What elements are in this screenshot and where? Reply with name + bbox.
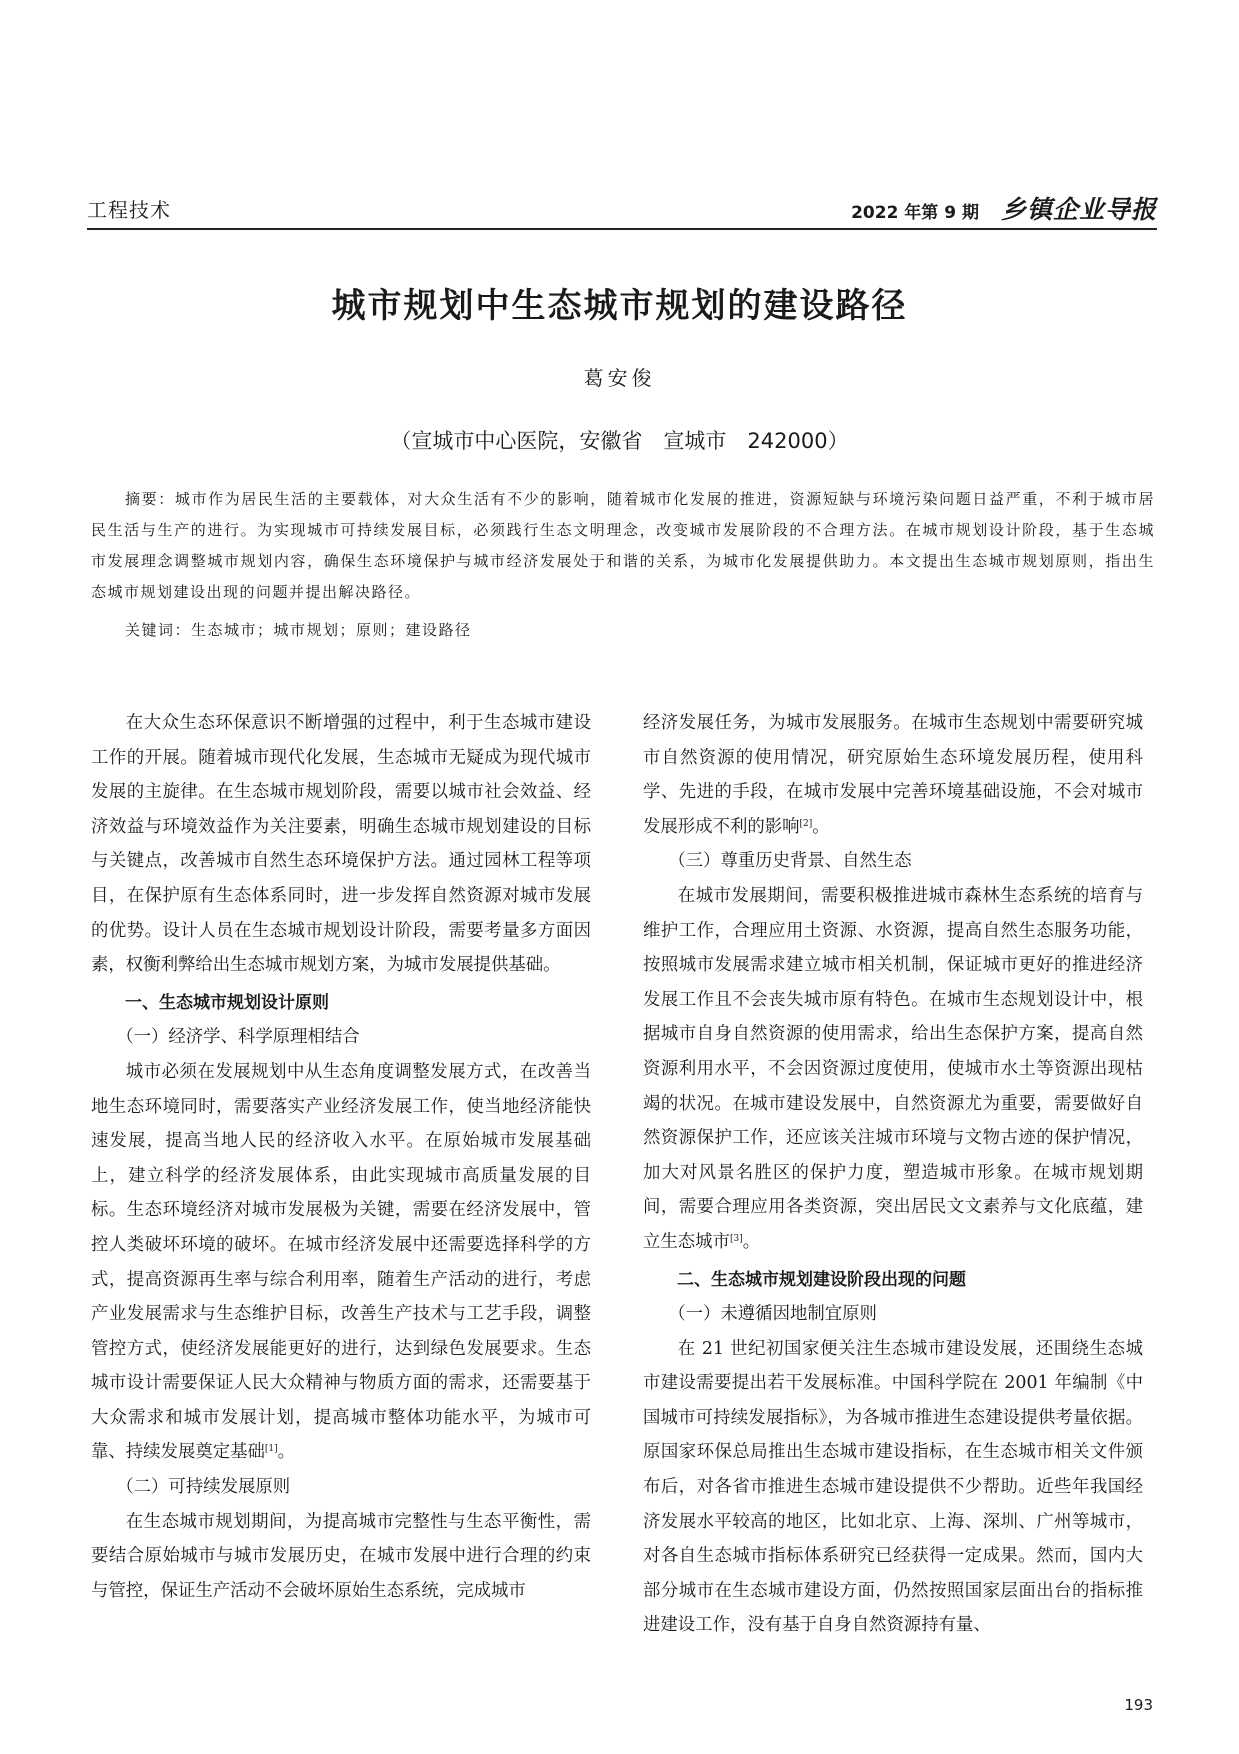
paragraph-end: 。 <box>742 1231 761 1252</box>
citation: [3] <box>729 1233 743 1244</box>
subsection-heading: （一）经济学、科学原理相结合 <box>116 1027 360 1048</box>
paragraph-text: 城市必须在发展规划中从生态角度调整发展方式，在改善当地生态环境同时，需要落实产业经济发展工作，使当地经济能快速发展，提高当地人民的经济收入水平。在原始城市发展基础上，建立科学的经济发展体系，由此实现城市高质量发展的目标。生态环境经济对城市发展极为关键，需要在经济发展中，管控人类破坏环境的破坏。在城市经济发展中还需要选择科学的方式，提高资源再生率与综合利用率，随着生产活动的进行，考虑产业发展需求与生态维护目标，改善生产技术与工艺手段，调整管控方式，使经济发展能更好的进行，达到绿色发展要求。生态城市设计需要保证人民大众精神与物质方面的需求，还需要基于大众需求和城市发展计划，提高城市整体功能水平，为城市可靠、持续发展奠定基础 <box>91 1061 591 1463</box>
paragraph <box>91 1055 591 1470</box>
article-affiliation: （宣城市中心医院，安徽省 宣城市 242000） <box>390 429 849 453</box>
section-label: 工程技术 <box>87 198 171 222</box>
citation: [2] <box>799 818 813 829</box>
journal-name: 乡镇企业导报 <box>1000 195 1157 224</box>
left-column <box>91 706 591 1608</box>
abstract: 摘要：城市作为居民生活的主要载体，对大众生活有不少的影响，随着城市化发展的推进，资源短缺与环境污染问题日益严重，不利于城市居民生活与生产的进行。为实现城市可持续发展目标，必须践行生态文明理念，改变城市发展阶段的不合理方法。在城市规划设计阶段，基于生态城市发展理念调整城市规划内容，确保生态环境保护与城市经济发展处于和谐的关系，为城市化发展提供助力。本文提出生态城市规划原则，指出生态城市规划建设出现的问题并提出解决路径。 <box>91 490 1155 601</box>
citation: [1] <box>264 1444 278 1455</box>
journal-header <box>851 190 1157 226</box>
article-author: 葛安俊 <box>583 366 656 390</box>
subsection-heading: （一）未遵循因地制宜原则 <box>668 1304 877 1325</box>
section-heading: 一、生态城市规划设计原则 <box>125 992 329 1013</box>
article-title: 城市规划中生态城市规划的建设路径 <box>331 286 908 326</box>
subsection-heading: （三）尊重历史背景、自然生态 <box>668 851 912 872</box>
paragraph-end: 。 <box>812 816 830 837</box>
header-divider <box>87 228 1157 230</box>
section-heading: 二、生态城市规划建设阶段出现的问题 <box>677 1269 966 1290</box>
paragraph: 在 21 世纪初国家便关注生态城市建设发展，还围绕生态城市建设需要提出若干发展标准。中国科学院在 2001 年编制《中国城市可持续发展指标》，为各城市推进生态建设提供考量依据。原国家环保总局推出生态城市建设指标，在生态城市相关文件颁布后，对各省市推进生态城市建设提供不少帮助。近些年我国经济发展水平较高的地区，比如北京、上海、深圳、广州等城市，对各自生态城市指标体系研究已经获得一定成果。然而，国内大部分城市在生态城市建设方面，仍然按照国家层面出台的指标推进建设工作，没有基于自身自然资源持有量、 <box>643 1338 1143 1636</box>
paragraph: 在生态城市规划期间，为提高城市完整性与生态平衡性，需要结合原始城市与城市发展历史，在城市发展中进行合理的约束与管控，保证生产活动不会破坏原始生态系统，完成城市 <box>91 1511 591 1601</box>
subsection-heading: （二）可持续发展原则 <box>116 1477 291 1498</box>
paragraph <box>643 706 1143 844</box>
paragraph: 在大众生态环保意识不断增强的过程中，利于生态城市建设工作的开展。随着城市现代化发展，生态城市无疑成为现代城市发展的主旋律。在生态城市规划阶段，需要以城市社会效益、经济效益与环境效益作为关注要素，明确生态城市规划建设的目标与关键点，改善城市自然生态环境保护方法。通过园林工程等项目，在保护原有生态体系同时，进一步发挥自然资源对城市发展的优势。设计人员在生态城市规划设计阶段，需要考量多方面因素，权衡利弊给出生态城市规划方案，为城市发展提供基础。 <box>91 713 591 976</box>
right-column <box>643 706 1143 1643</box>
page-number: 193 <box>1124 1696 1153 1714</box>
paragraph-text: 经济发展任务，为城市发展服务。在城市生态规划中需要研究城市自然资源的使用情况，研究原始生态环境发展历程，使用科学、先进的手段，在城市发展中完善环境基础设施，不会对城市发展形成不利的影响 <box>643 713 1143 837</box>
paragraph-end: 。 <box>277 1442 296 1463</box>
paragraph-text: 在城市发展期间，需要积极推进城市森林生态系统的培育与维护工作，合理应用土资源、水资源，提高自然生态服务功能，按照城市发展需求建立城市相关机制，保证城市更好的推进经济发展工作且不会丧失城市原有特色。在城市生态规划设计中，根据城市自身自然资源的使用需求，给出生态保护方案，提高自然资源利用水平，不会因资源过度使用，使城市水土等资源出现枯竭的状况。在城市建设发展中，自然资源尤为重要，需要做好自然资源保护工作，还应该关注城市环境与文物古迹的保护情况，加大对风景名胜区的保护力度，塑造城市形象。在城市规划期间，需要合理应用各类资源，突出居民文文素养与文化底蕴，建立生态城市 <box>643 885 1143 1252</box>
keywords: 关键词：生态城市；城市规划；原则；建设路径 <box>125 621 472 639</box>
issue-label: 2022 年第 9 期 <box>851 203 979 223</box>
paragraph <box>643 879 1143 1260</box>
